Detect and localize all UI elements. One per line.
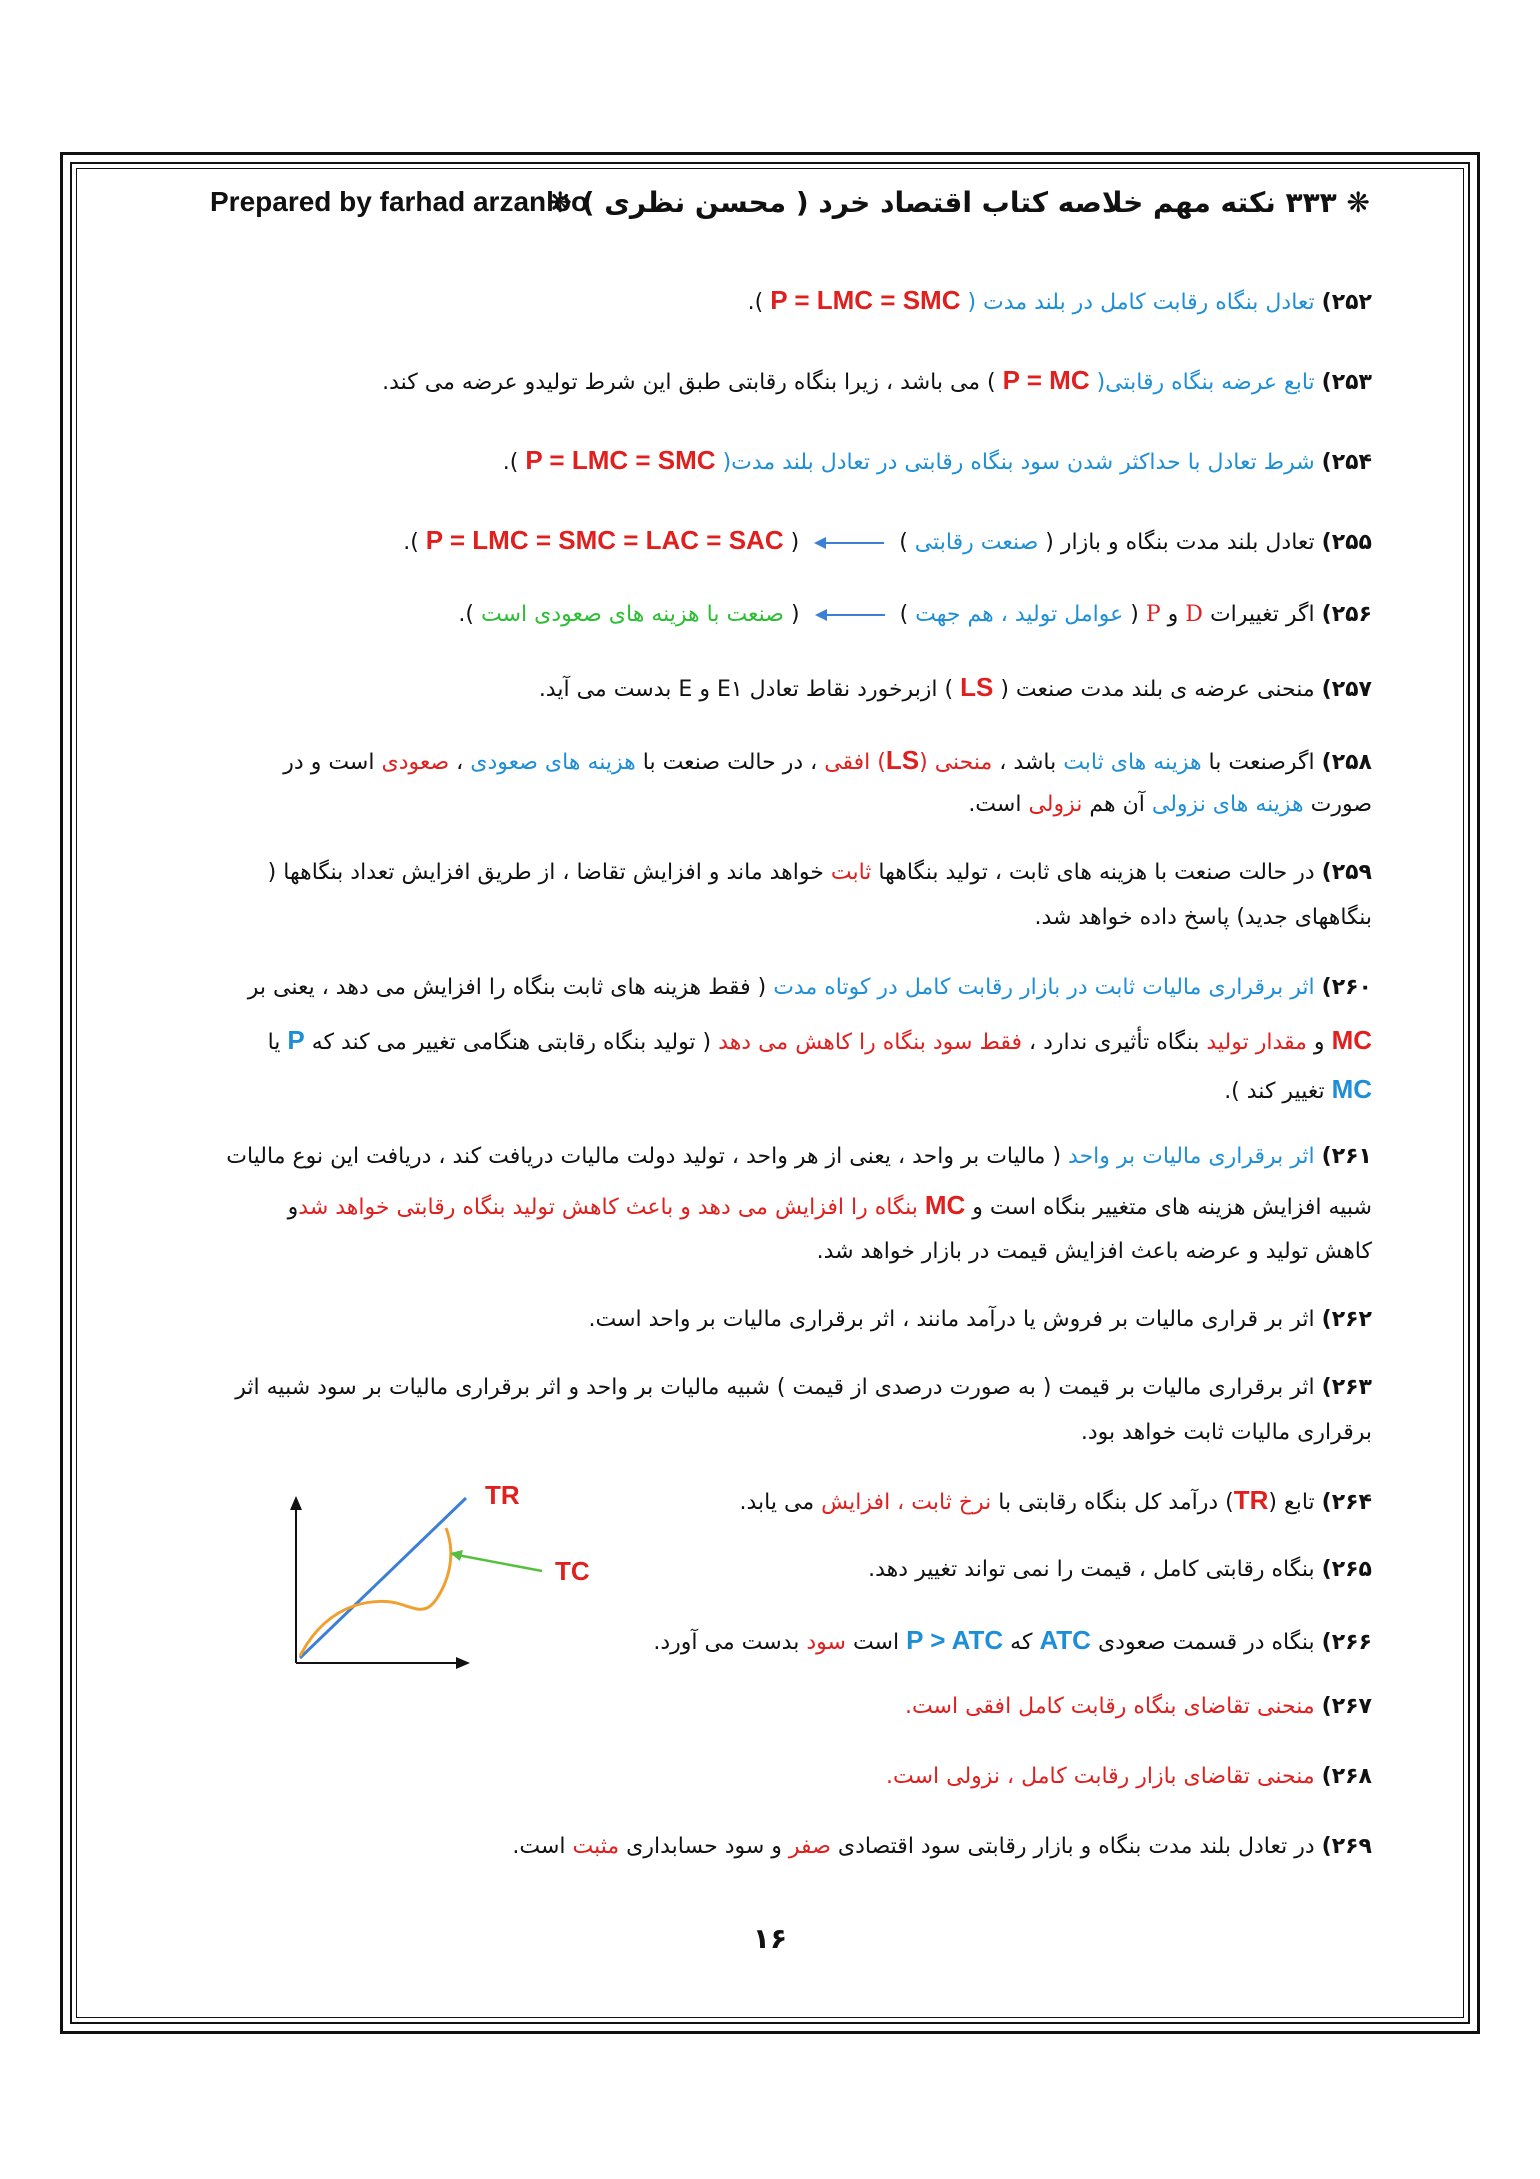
item-262: ۲۶۲) اثر بر قراری مالیات بر فروش یا درآمد مانند ، اثر برقراری مالیات بر واحد است.: [588, 1307, 1372, 1332]
page-number: ۱۶: [752, 1922, 788, 1955]
item-267: ۲۶۷) منحنی تقاضای بنگاه رقابت کامل افقی است.: [904, 1694, 1372, 1719]
item-261-line1: ۲۶۱) اثر برقراری مالیات بر واحد ( مالیات بر واحد ، یعنی از هر واحد ، تولید دولت مالیات دریافت کند ، دریافت این نوع مالیات: [226, 1144, 1372, 1169]
formula: P = MC: [1002, 365, 1090, 395]
item-258-line2: صورت هزینه های نزولی آن هم نزولی است.: [968, 792, 1372, 817]
item-268: ۲۶۸) منحنی تقاضای بازار رقابت کامل ، نزولی است.: [885, 1764, 1372, 1789]
item-264: ۲۶۴) تابع (TR) درآمد کل بنگاه رقابتی با نرخ ثابت ، افزایش می یابد.: [739, 1485, 1372, 1515]
tr-line: [300, 1498, 466, 1658]
item-258-line1: ۲۵۸) اگرصنعت با هزینه های ثابت باشد ، منحنی (LS) افقی ، در حالت صنعت با هزینه های صعودی ، صعودی است و در: [283, 745, 1372, 775]
tc-label: TC: [555, 1556, 590, 1586]
y-axis-arrow-icon: [290, 1496, 302, 1510]
item-259-line2: بنگاههای جدید) پاسخ داده خواهد شد.: [1034, 905, 1372, 930]
item-255: ۲۵۵) تعادل بلند مدت بنگاه و بازار ( صنعت رقابتی ) ( P = LMC = SMC = LAC = SAC ).: [403, 525, 1372, 555]
item-252: ۲۵۲) تعادل بنگاه رقابت کامل در بلند مدت ( P = LMC = SMC ).: [747, 285, 1372, 315]
formula: P = LMC = SMC = LAC = SAC: [425, 525, 784, 555]
item-254: ۲۵۴) شرط تعادل با حداکثر شدن سود بنگاه رقابتی در تعادل بلند مدت( P = LMC = SMC ).: [502, 445, 1372, 475]
item-259-line1: ۲۵۹) در حالت صنعت با هزینه های ثابت ، تولید بنگاهها ثابت خواهد ماند و افزایش تقاضا ، از طریق افزایش تعداد بنگاهها (: [267, 860, 1372, 885]
item-256: ۲۵۶) اگر تغییرات D و P ( عوامل تولید ، هم جهت ) ( صنعت با هزینه های صعودی است ).: [458, 602, 1372, 627]
item-261-line2: شبیه افزایش هزینه های متغییر بنگاه است و MC بنگاه را افزایش می دهد و باعث کاهش تولید بنگاه رقابتی خواهد شدو: [287, 1190, 1372, 1220]
tr-tc-diagram: [270, 1480, 620, 1678]
item-260-line2: MC و مقدار تولید بنگاه تأثیری ندارد ، فقط سود بنگاه را کاهش می دهد ( تولید بنگاه رقابتی هنگامی تغییر می کند که P یا: [267, 1025, 1372, 1055]
formula: P = LMC = SMC: [525, 445, 716, 475]
arrow-left-icon: [814, 537, 884, 549]
item-263-line2: برقراری مالیات ثابت خواهد بود.: [1080, 1420, 1372, 1445]
item-266: ۲۶۶) بنگاه در قسمت صعودی ATC که P > ATC است سود بدست می آورد.: [653, 1625, 1372, 1655]
item-261-line3: کاهش تولید و عرضه باعث افزایش قیمت در بازار خواهد شد.: [816, 1239, 1372, 1264]
formula: P = LMC = SMC: [770, 285, 961, 315]
header-author: Prepared by farhad arzanloo: [210, 186, 589, 217]
item-253: ۲۵۳) تابع عرضه بنگاه رقابتی( P = MC ) می باشد ، زیرا بنگاه رقابتی طبق این شرط تولیدو عرضه می کند.: [382, 365, 1372, 395]
item-269: ۲۶۹) در تعادل بلند مدت بنگاه و بازار رقابتی سود اقتصادی صفر و سود حسابداری مثبت است.: [512, 1834, 1372, 1859]
item-260-line1: ۲۶۰) اثر برقراری مالیات ثابت در بازار رقابت کامل در کوتاه مدت ( فقط هزینه های ثابت بنگاه را افزایش می دهد ، یعنی بر: [247, 975, 1372, 1000]
tc-pointer-line: [452, 1554, 542, 1571]
arrow-left-icon: [815, 609, 885, 621]
item-263-line1: ۲۶۳) اثر برقراری مالیات بر قیمت ( به صورت درصدی از قیمت ) شبیه مالیات بر واحد و اثر برقراری مالیات بر سود شبیه اثر: [235, 1375, 1372, 1400]
tr-label: TR: [485, 1480, 520, 1510]
page-header: [210, 186, 1370, 230]
item-257: ۲۵۷) منحنی عرضه ی بلند مدت صنعت ( LS ) ازبرخورد نقاط تعادل E۱ و E بدست می آید.: [538, 672, 1372, 702]
x-axis-arrow-icon: [456, 1657, 470, 1669]
item-265: ۲۶۵) بنگاه رقابتی کامل ، قیمت را نمی تواند تغییر دهد.: [868, 1557, 1372, 1582]
header-title: ❋ ۳۳۳ نکته مهم خلاصه کتاب اقتصاد خرد ( محسن نظری ) ❋: [548, 186, 1370, 219]
item-260-line3: MC تغییر کند ).: [1224, 1074, 1372, 1104]
